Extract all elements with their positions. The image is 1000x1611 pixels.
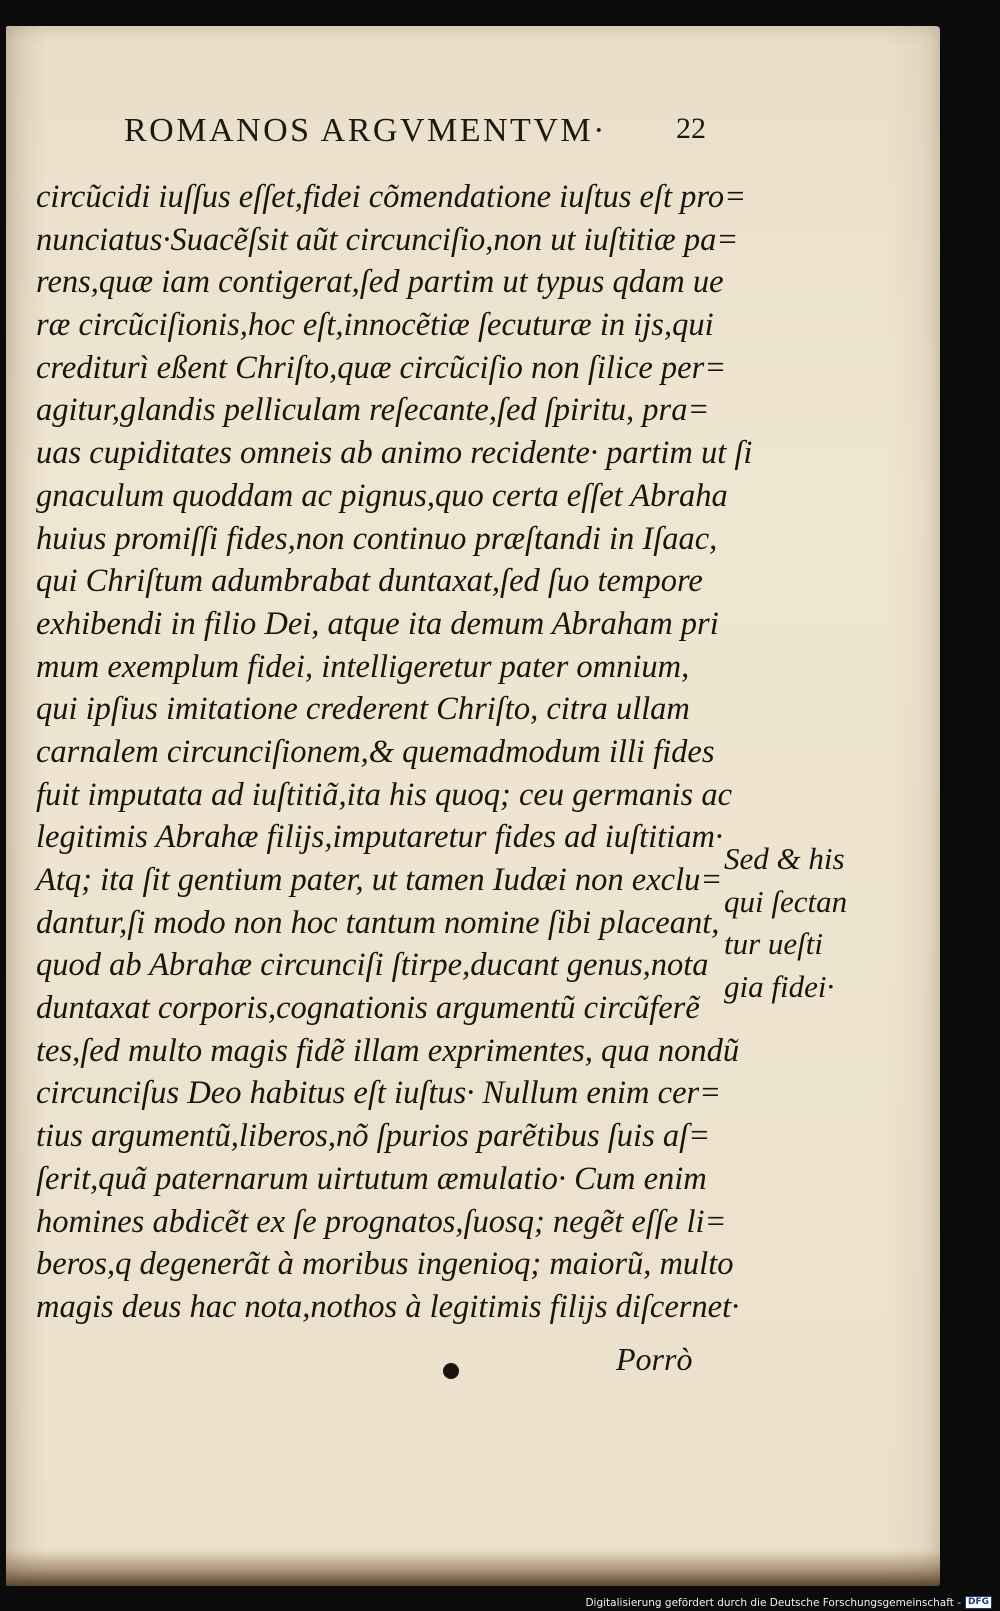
- text-line: qui Chriſtum adumbrabat duntaxat,ſed ſuo tempore: [36, 563, 703, 600]
- text-line: carnalem circunciſionem,& quemadmodum illi fides: [36, 733, 715, 770]
- margin-note-line: gia fidei·: [724, 969, 835, 1005]
- text-line: crediturì eßent Chriſto,quæ circũciſio non ſilice per=: [36, 349, 727, 386]
- text-line: dantur,ſi modo non hoc tantum nomine ſibi placeant,: [36, 904, 720, 941]
- text-line: qui ipſius imitatione crederent Chriſto, citra ullam: [36, 691, 690, 728]
- running-title: ROMANOS ARGVMENTVM·: [124, 112, 607, 149]
- dfg-logo: DFG: [965, 1596, 992, 1609]
- text-line: circũcidi iuſſus eſſet,fidei cõmendatione iuſtus eſt pro=: [36, 179, 747, 215]
- book-page: [6, 26, 940, 1586]
- page-number: 22: [676, 112, 706, 145]
- text-line: agitur,glandis pelliculam reſecante,ſed ſpiritu, pra=: [36, 392, 710, 429]
- margin-note-line: tur ueſti: [724, 926, 824, 962]
- catchword: Porrò: [616, 1341, 693, 1377]
- signature-dot-mark: [443, 1363, 459, 1379]
- text-line: tius argumentũ,liberos,nõ ſpurios parẽtibus ſuis aſ=: [36, 1118, 711, 1155]
- text-line: ræ circũciſionis,hoc eſt,innocẽtiæ ſecuturæ in ijs,qui: [36, 307, 714, 344]
- page-bottom-edge: [6, 1550, 940, 1586]
- body-text: [36, 176, 753, 1329]
- text-line: circunciſus Deo habitus eſt iuſtus· Nullum enim cer=: [36, 1075, 722, 1112]
- text-line: quod ab Abrahæ circunciſi ſtirpe,ducant genus,nota: [36, 947, 709, 984]
- page-header: [116, 94, 716, 154]
- text-line: fuit imputata ad iuſtitiã,ita his quoq; ceu germanis ac: [36, 776, 733, 813]
- text-line: mum exemplum fidei, intelligeretur pater omnium,: [36, 648, 690, 685]
- text-line: huius promiſſi fides,non continuo præſtandi in Iſaac,: [36, 520, 718, 557]
- text-line: rens,quæ iam contigerat,ſed partim ut typus qdam ue: [36, 264, 724, 301]
- text-line: uas cupiditates omneis ab animo recidente· partim ut ſi: [36, 435, 753, 472]
- text-line: nunciatus·Suacẽſsit aũt circunciſio,non ut iuſtitiæ pa=: [36, 221, 739, 258]
- margin-note-line: Sed & his: [724, 841, 845, 876]
- text-line: duntaxat corporis,cognationis argumentũ circũferẽ: [36, 990, 700, 1027]
- text-line: Atq; ita ſit gentium pater, ut tamen Iudæi non exclu=: [36, 862, 723, 898]
- text-line: beros,q degenerãt à moribus ingenioq; maiorũ, multo: [36, 1246, 734, 1283]
- text-line: exhibendi in filio Dei, atque ita demum Abraham pri: [36, 605, 719, 642]
- digitization-credit: [585, 1596, 992, 1609]
- margin-note: [724, 838, 874, 1009]
- text-line: legitimis Abrahæ filijs,imputaretur fides ad iuſtitiam·: [36, 819, 724, 856]
- credit-text: Digitalisierung gefördert durch die Deutsche Forschungsgemeinschaft -: [585, 1596, 961, 1609]
- margin-note-line: qui ſectan: [724, 883, 848, 919]
- text-line: tes,ſed multo magis fidẽ illam exprimentes, qua nondũ: [36, 1032, 740, 1069]
- text-line: ſerit,quã paternarum uirtutum æmulatio· Cum enim: [36, 1160, 707, 1197]
- text-line: homines abdicẽt ex ſe prognatos,ſuosq; negẽt eſſe li=: [36, 1203, 727, 1240]
- text-line: gnaculum quoddam ac pignus,quo certa eſſet Abraha: [36, 477, 728, 514]
- text-line: magis deus hac nota,nothos à legitimis filijs diſcernet·: [36, 1288, 740, 1325]
